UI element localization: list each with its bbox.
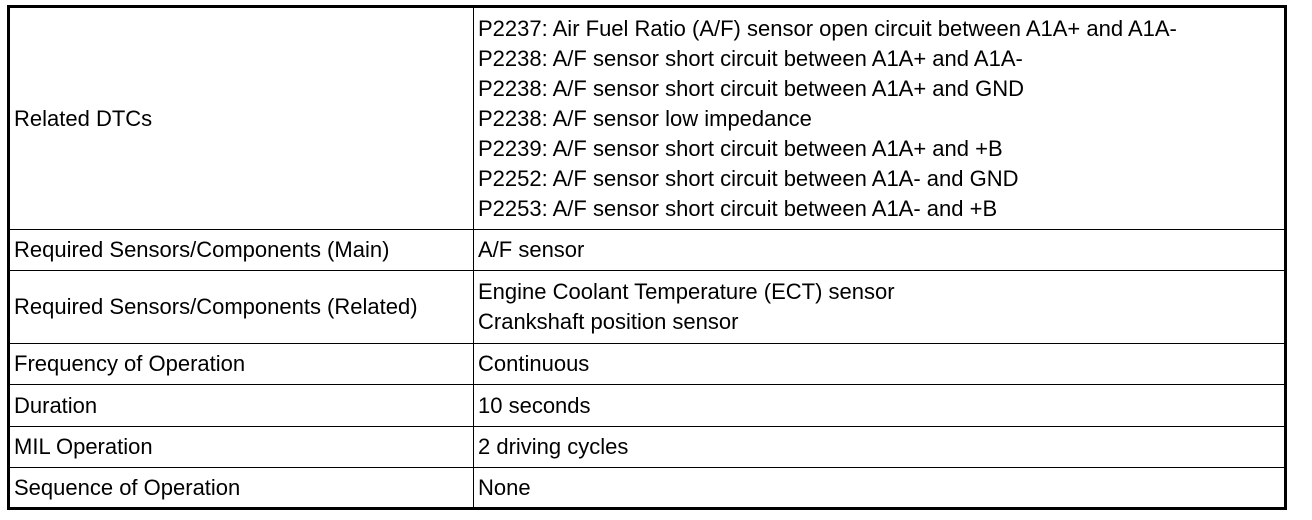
value-line: None <box>478 474 531 500</box>
row-value <box>474 7 1286 230</box>
row-label: Sequence of Operation <box>9 468 474 509</box>
value-line: A/F sensor <box>478 237 585 262</box>
dtc-line: P2253: A/F sensor short circuit between A1A- and +B <box>478 195 998 221</box>
table-row-related-components <box>9 271 1286 344</box>
table-row-main-components <box>9 230 1286 271</box>
value-line: 2 driving cycles <box>478 434 629 459</box>
row-label: Required Sensors/Components (Related) <box>9 271 474 344</box>
dtc-line: P2238: A/F sensor low impedance <box>478 105 812 131</box>
table-row-mil-operation <box>9 427 1286 468</box>
table-row-sequence <box>9 468 1286 509</box>
monitor-spec-table <box>7 5 1287 510</box>
row-label: Required Sensors/Components (Main) <box>9 230 474 271</box>
dtc-line: P2238: A/F sensor short circuit between A1A+ and A1A- <box>478 45 1023 71</box>
row-value <box>474 271 1286 344</box>
row-value <box>474 385 1286 427</box>
row-label: MIL Operation <box>9 427 474 468</box>
value-line: Crankshaft position sensor <box>478 309 739 334</box>
row-value <box>474 468 1286 509</box>
table-row-duration <box>9 385 1286 427</box>
table-row-frequency <box>9 344 1286 385</box>
dtc-line: P2239: A/F sensor short circuit between A1A+ and +B <box>478 135 1003 161</box>
row-label: Related DTCs <box>9 7 474 230</box>
table-row-related-dtcs <box>9 7 1286 230</box>
row-value <box>474 230 1286 271</box>
dtc-line: P2237: Air Fuel Ratio (A/F) sensor open circuit between A1A+ and A1A- <box>478 15 1177 41</box>
value-line: Engine Coolant Temperature (ECT) sensor <box>478 279 895 304</box>
value-line: Continuous <box>478 351 590 376</box>
row-label: Duration <box>9 385 474 427</box>
row-value <box>474 427 1286 468</box>
row-label: Frequency of Operation <box>9 344 474 385</box>
row-value <box>474 344 1286 385</box>
dtc-line: P2252: A/F sensor short circuit between A1A- and GND <box>478 165 1019 191</box>
value-line: 10 seconds <box>478 392 591 418</box>
dtc-line: P2238: A/F sensor short circuit between A1A+ and GND <box>478 75 1025 101</box>
